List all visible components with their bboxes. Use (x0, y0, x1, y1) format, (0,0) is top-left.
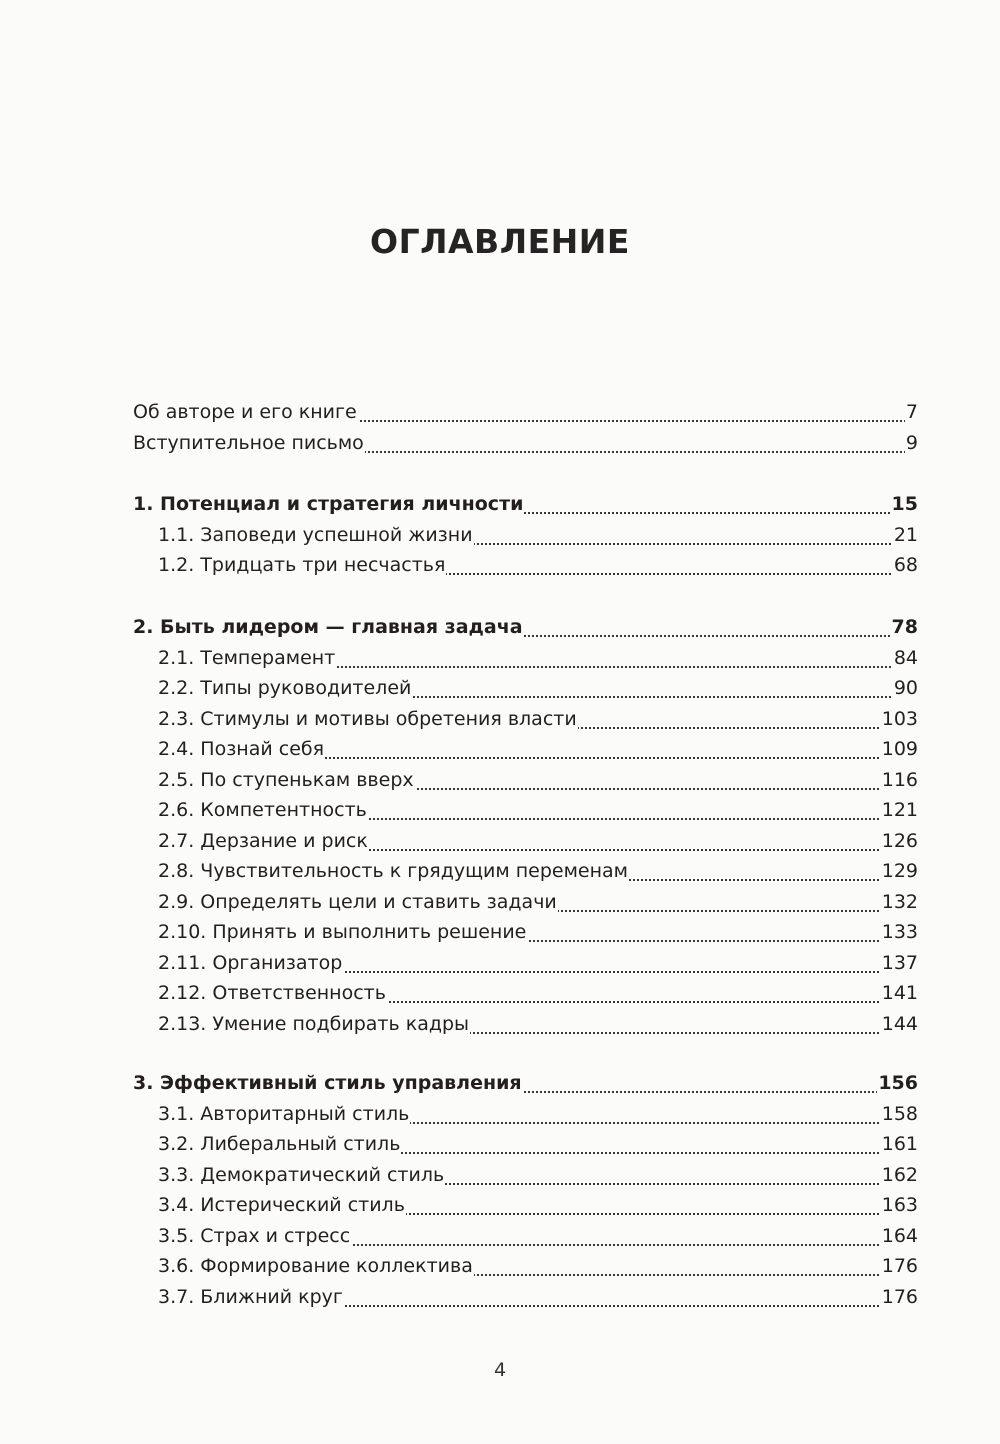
toc-entry-label: 3.3. Демократический стиль (157, 1160, 445, 1190)
toc-entry-page: 144 (881, 1009, 919, 1039)
toc-entry-page: 129 (881, 856, 919, 886)
toc-entry-page: 7 (905, 397, 919, 427)
toc-entry-label: 2.4. Познай себя (157, 734, 325, 764)
toc-entry-label: 2.13. Умение подбирать кадры (157, 1009, 470, 1039)
toc-entry-page: 161 (881, 1129, 919, 1159)
toc-entry-label: 3.7. Ближний круг (157, 1282, 344, 1312)
toc-entry-label: 2.6. Компетентность (157, 795, 368, 825)
toc-entry-label: 2. Быть лидером — главная задача (132, 612, 524, 642)
toc-entry-page: 68 (893, 550, 919, 580)
toc-entry-page: 137 (881, 948, 919, 978)
toc-entry-page: 15 (891, 489, 919, 519)
toc-entry-label: 2.9. Определять цели и ставить задачи (157, 887, 558, 917)
toc-entry-page: 176 (881, 1251, 919, 1281)
toc-entry-page: 133 (881, 917, 919, 947)
toc-entry-page: 163 (881, 1190, 919, 1220)
toc-entry-label: 2.2. Типы руководителей (157, 673, 412, 703)
toc-section-entry (0, 1282, 1000, 1312)
toc-entry-page: 156 (877, 1068, 919, 1098)
toc-entry-label: 3.2. Либеральный стиль (157, 1129, 401, 1159)
toc-entry-page: 21 (893, 520, 919, 550)
toc-entry-page: 164 (881, 1221, 919, 1251)
toc-entry-page: 158 (881, 1099, 919, 1129)
toc-entry-page: 116 (881, 765, 919, 795)
toc-section-entry (0, 1009, 1000, 1039)
toc-entry-page: 176 (881, 1282, 919, 1312)
page-title: ОГЛАВЛЕНИЕ (370, 222, 630, 261)
toc-entry-page: 132 (881, 887, 919, 917)
toc-entry-page: 78 (891, 612, 919, 642)
toc-front-matter-entry (0, 428, 1000, 458)
page-number: 4 (493, 1359, 507, 1381)
toc-entry-label: 3.1. Авторитарный стиль (157, 1099, 410, 1129)
toc-entry-page: 109 (881, 734, 919, 764)
toc-entry-label: 3.6. Формирование коллектива (157, 1251, 474, 1281)
toc-entry-label: 1.1. Заповеди успешной жизни (157, 520, 474, 550)
toc-entry-page: 162 (881, 1160, 919, 1190)
toc-entry-page: 103 (881, 704, 919, 734)
toc-entry-label: 1.2. Тридцать три несчастья (157, 550, 446, 580)
toc-entry-label: 2.11. Организатор (157, 948, 343, 978)
toc-entry-label: 1. Потенциал и стратегия личности (132, 489, 524, 519)
toc-entry-label: 2.10. Принять и выполнить решение (157, 917, 527, 947)
toc-entry-label: 2.1. Темперамент (157, 643, 336, 673)
toc-entry-label: 3.5. Страх и стресс (157, 1221, 351, 1251)
toc-entry-label: 2.12. Ответственность (157, 978, 387, 1008)
toc-entry-label: 2.5. По ступенькам вверх (157, 765, 415, 795)
toc-entry-page: 141 (881, 978, 919, 1008)
toc-entry-page: 126 (881, 826, 919, 856)
toc-entry-page: 9 (905, 428, 919, 458)
toc-entry-label: Вступительное письмо (132, 428, 365, 458)
toc-entry-label: Об авторе и его книге (132, 397, 358, 427)
toc-entry-page: 84 (893, 643, 919, 673)
toc-entry-label: 3.4. Истерический стиль (157, 1190, 406, 1220)
toc-entry-label: 2.7. Дерзание и риск (157, 826, 369, 856)
toc-section-entry (0, 550, 1000, 580)
toc-entry-page: 90 (893, 673, 919, 703)
toc-entry-label: 2.3. Стимулы и мотивы обретения власти (157, 704, 578, 734)
toc-entry-label: 3. Эффективный стиль управления (132, 1068, 523, 1098)
toc-entry-page: 121 (881, 795, 919, 825)
toc-entry-label: 2.8. Чувствительность к грядущим переменам (157, 856, 629, 886)
